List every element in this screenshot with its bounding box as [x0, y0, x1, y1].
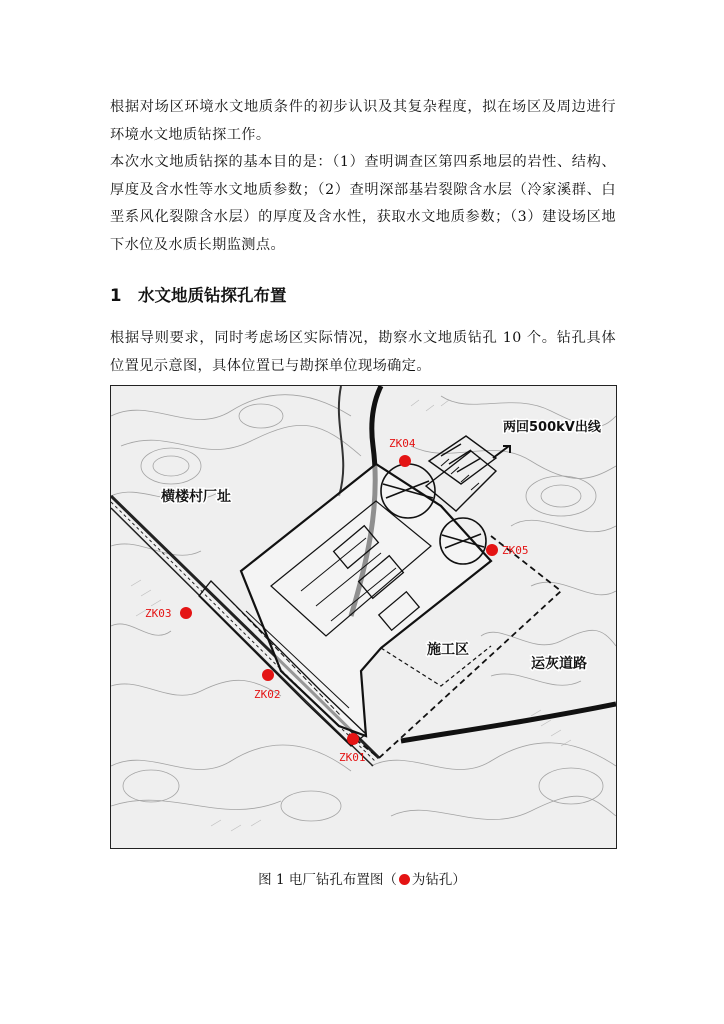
borehole-label: ZK01 [339, 751, 366, 764]
section-number: 1 [110, 286, 122, 305]
borehole-legend-dot [399, 874, 410, 885]
borehole-label: ZK02 [254, 688, 281, 701]
borehole-layout-map [110, 385, 617, 849]
borehole-dot [399, 455, 411, 467]
caption-suffix: 为钻孔） [411, 872, 466, 888]
borehole-dot [486, 544, 498, 556]
borehole-paragraph: 根据导则要求，同时考虑场区实际情况，勘察水文地质钻孔 10 个。钻孔具体位置见示意图，具体位置已与勘探单位现场确定。 [110, 330, 616, 374]
borehole-dot [262, 669, 274, 681]
construction-area-label: 施工区 [427, 642, 469, 658]
borehole-dot [347, 733, 359, 745]
figure-caption [0, 868, 724, 888]
borehole-dot [180, 607, 192, 619]
borehole-zk04 [389, 437, 416, 467]
outgoing-line-label: 两回500kV出线 [503, 420, 601, 435]
borehole-label: ZK05 [502, 544, 529, 557]
ash-road-label: 运灰道路 [531, 656, 587, 672]
section-title: 水文地质钻探孔布置 [138, 286, 287, 305]
switchyard [429, 436, 496, 484]
ash-road [401, 704, 616, 741]
site-label: 横楼村厂址 [161, 489, 231, 505]
borehole-zk03 [145, 607, 192, 620]
caption-prefix: 图 1 电厂钻孔布置图（ [258, 872, 397, 888]
intro-paragraph: 根据对场区环境水文地质条件的初步认识及其复杂程度，拟在场区及周边进行环境水文地质钻探工作。 [110, 99, 616, 143]
objectives-paragraph: 本次水文地质钻探的基本目的是：（1）查明调查区第四系地层的岩性、结构、厚度及含水性等水文地质参数；（2）查明深部基岩裂隙含水层（冷家溪群、白垩系风化裂隙含水层）的厚度及含水性，获取水文地质参数；（3）建设场区地下水位及水质长期监测点。 [110, 154, 616, 253]
borehole-label: ZK04 [389, 437, 416, 450]
plant-site [199, 451, 496, 746]
borehole-zk05 [486, 544, 529, 557]
section-heading [110, 282, 287, 306]
borehole-label: ZK03 [145, 607, 172, 620]
